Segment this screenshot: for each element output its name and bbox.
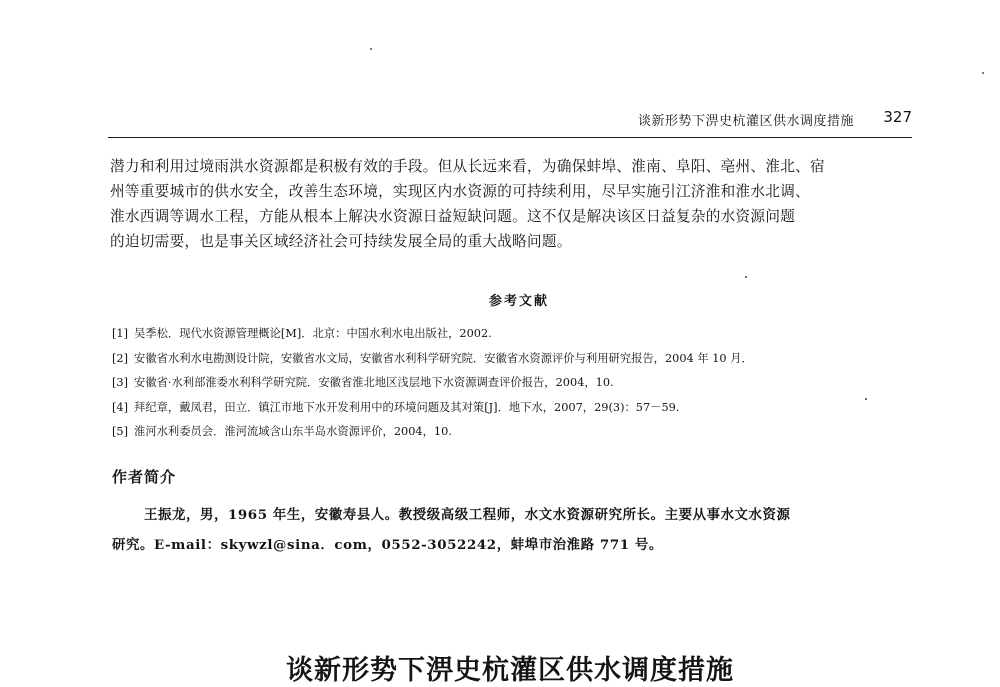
reference-number: [5]	[112, 425, 129, 438]
scan-speck	[865, 398, 867, 400]
body-line: 淮水西调等调水工程，方能从根本上解决水资源日益短缺问题。这不仅是解决该区日益复杂的水资源问题	[110, 208, 796, 225]
body-paragraph	[110, 154, 912, 254]
reference-item	[112, 396, 922, 421]
reference-text: 安徽省·水利部淮委水利科学研究院．安徽省淮北地区浅层地下水资源调查评价报告，2004，10.	[134, 376, 614, 389]
reference-item	[112, 322, 922, 347]
author-intro-line: 研究。E-mail：skywzl@sina．com，0552-3052242，蚌埠市治淮路 771 号。	[112, 537, 663, 553]
reference-number: [2]	[112, 351, 129, 365]
author-intro-heading: 作者简介	[112, 468, 177, 486]
next-article-title: 谈新形势下淠史杭灌区供水调度措施	[286, 655, 734, 686]
reference-number: [4]	[112, 400, 129, 414]
references-heading: 参考文献	[488, 294, 549, 309]
author-intro-line: 王振龙，男，1965 年生，安徽寿县人。教授级高级工程师，水文水资源研究所长。主要从事水文水资源	[144, 507, 791, 523]
running-header-title: 谈新形势下淠史杭灌区供水调度措施	[637, 114, 854, 129]
reference-text: 拜纪章，戴凤君，田立．镇江市地下水开发利用中的环境问题及其对策[J]．地下水，2007，29(3)：57－59.	[134, 400, 680, 414]
header-rule	[108, 137, 912, 138]
scan-speck	[982, 72, 984, 74]
body-line: 潜力和利用过境雨洪水资源都是积极有效的手段。但从长远来看，为确保蚌埠、淮南、阜阳、亳州、淮北、宿	[110, 158, 825, 175]
reference-item	[112, 420, 922, 445]
scan-speck	[745, 276, 747, 278]
reference-list	[112, 322, 922, 445]
scan-speck	[370, 48, 372, 50]
reference-text: 淮河水利委员会．淮河流域含山东半岛水资源评价，2004，10.	[134, 425, 452, 438]
author-intro-paragraph	[112, 500, 912, 560]
reference-item	[112, 347, 922, 372]
page-number: 327	[883, 108, 912, 126]
reference-text: 安徽省水利水电勘测设计院，安徽省水文局，安徽省水利科学研究院．安徽省水资源评价与利用研究报告，2004 年 10 月．	[134, 351, 753, 365]
reference-text: 吴季松．现代水资源管理概论[M]．北京：中国水利水电出版社，2002.	[134, 327, 492, 340]
reference-number: [3]	[112, 376, 129, 389]
body-line: 州等重要城市的供水安全，改善生态环境，实现区内水资源的可持续利用，尽早实施引江济淮和淮水北调、	[110, 183, 811, 200]
body-line: 的迫切需要，也是事关区域经济社会可持续发展全局的重大战略问题。	[110, 233, 572, 250]
reference-number: [1]	[112, 327, 129, 340]
running-header	[108, 108, 912, 130]
reference-item	[112, 371, 922, 396]
